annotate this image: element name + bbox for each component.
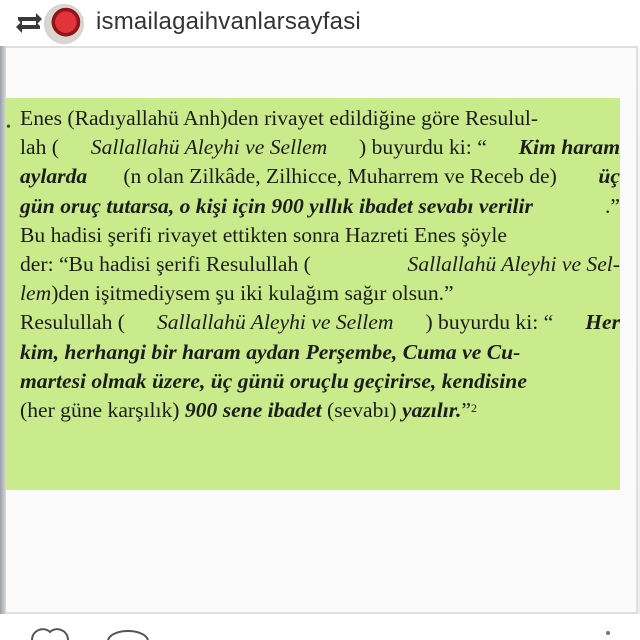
- more-icon[interactable]: [598, 626, 618, 640]
- text-line: Resulullah ( Sallallahü Aleyhi ve Sellem ) buyurdu ki: “ Her: [20, 310, 620, 335]
- text-line: gün oruç tutarsa, o kişi için 900 yıllık ibadet sevabı verilir .”: [20, 193, 620, 218]
- text-line: (her güne karşılık) 900 sene ibadet (sevabı) yazılır. ” $^2$: [20, 396, 620, 425]
- bullet-mark: •: [6, 120, 11, 135]
- text-line: Enes (Radıyallahü Anh)den rivayet edildiğine göre Resulul-: [20, 106, 539, 130]
- text-line: der: “Bu hadisi şerifi Resulullah ( Sallallahü Aleyhi ve Sel-: [20, 252, 620, 277]
- footnote-number: 2: [471, 401, 478, 416]
- action-bar: [0, 614, 640, 640]
- hadith-text: [20, 104, 620, 425]
- text-line: aylarda (n olan Zilkâde, Zilhicce, Muharrem ve Receb de) üç: [20, 164, 620, 189]
- comment-icon[interactable]: [104, 624, 152, 640]
- text-line: Bu hadisi şerifi rivayet ettikten sonra Hazreti Enes şöyle: [20, 222, 507, 247]
- text-line: kim, herhangi bir haram aydan Perşembe, Cuma ve Cu-: [20, 339, 521, 364]
- text-line: lah ( Sallallahü Aleyhi ve Sellem ) buyurdu ki: “ Kim haram: [20, 135, 620, 160]
- heart-icon[interactable]: [26, 624, 74, 640]
- text-line: lem )den işitmediysem şu iki kulağım sağır olsun.”: [20, 281, 454, 306]
- username[interactable]: ismailagaihvanlarsayfasi: [96, 8, 361, 35]
- repost-header: [0, 0, 640, 48]
- avatar[interactable]: [44, 4, 84, 44]
- text-line: martesi olmak üzere, üç günü oruçlu geçirirse, kendisine: [20, 368, 527, 393]
- repost-icon: [14, 10, 44, 36]
